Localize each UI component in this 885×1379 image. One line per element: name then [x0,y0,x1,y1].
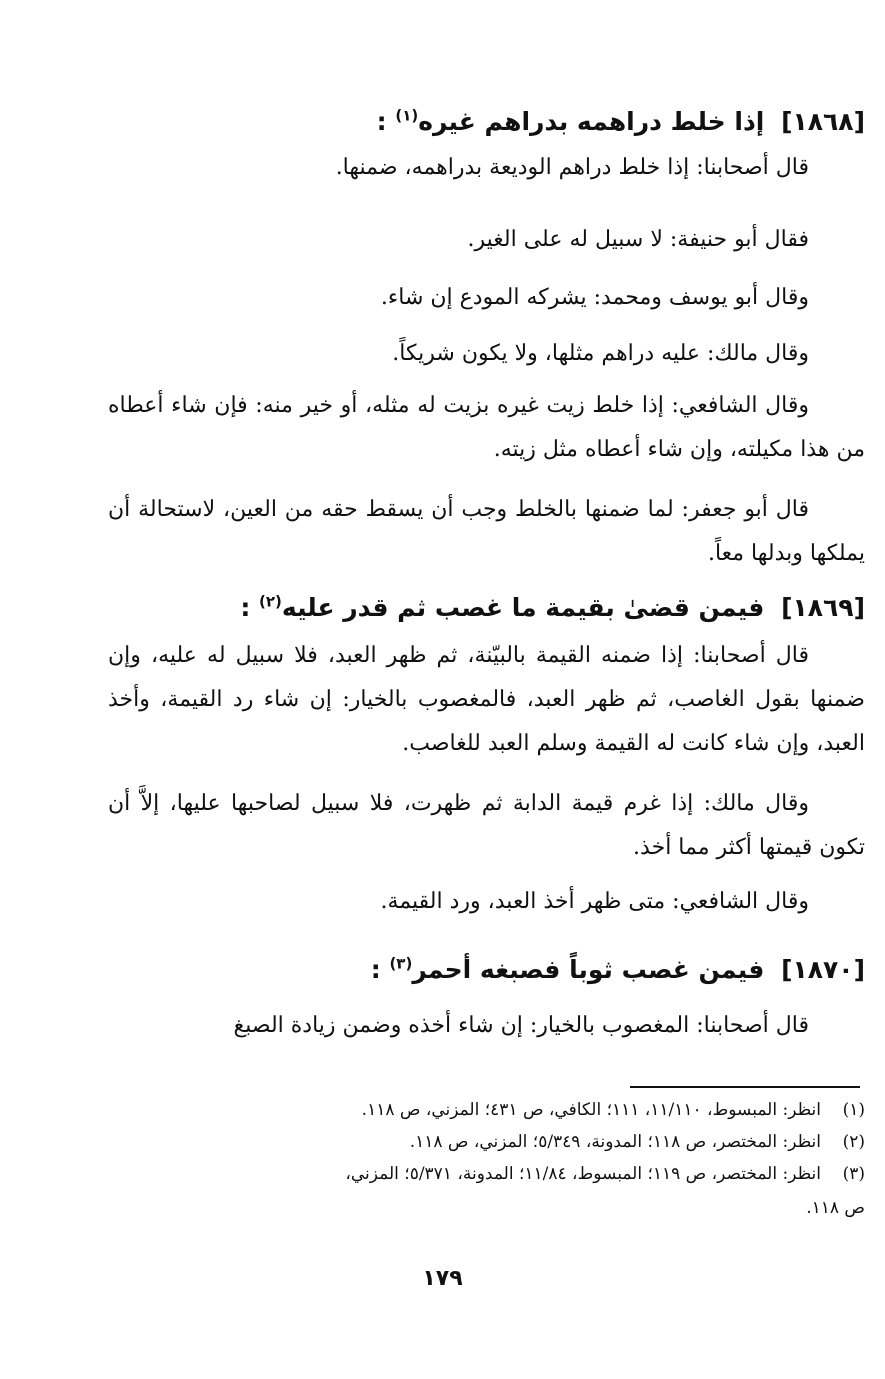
paragraph: فقال أبو حنيفة: لا سبيل له على الغير. [467,227,809,252]
paragraph: قال أصحابنا: المغصوب بالخيار: إن شاء أخذه وضمن زيادة الصبغ [233,1013,809,1038]
footnote-2 [108,1126,865,1158]
footnote-marker: (٢) [259,592,282,611]
footnote-text: انظر: المختصر، ص ١١٩؛ المبسوط، ١١/٨٤؛ المدونة، ٥/٣٧١؛ المزني، [345,1164,821,1184]
paragraph: قال أصحابنا: إذا خلط دراهم الوديعة بدراهمه، ضمنها. [335,155,809,180]
footnote-separator [630,1086,860,1088]
paragraph: وقال الشافعي: متى ظهر أخذ العبد، ورد القيمة. [380,889,809,914]
footnote-number: (٢) [842,1132,865,1152]
paragraph: قال أبو جعفر: لما ضمنها بالخلط وجب أن يسقط حقه من العين، لاستحالة أن يملكها وبدلها معاً. [108,497,865,566]
footnote-number: (١) [842,1100,865,1120]
footnote-marker: (١) [395,106,419,125]
footnote-3 [108,1158,865,1190]
paragraph: قال أصحابنا: إذا ضمنه القيمة بالبيّنة، ثم ظهر العبد، فلا سبيل له عليه، وإن ضمنها بقول الغاصب، ثم ظهر العبد، فالمغصوب بالخيار: إن شاء رد القيمة، وأخذ العبد، وإن شاء كانت له القيمة وسلم العبد للغاصب. [108,643,865,756]
paragraph: وقال مالك: عليه دراهم مثلها، ولا يكون شريكاً. [392,341,809,366]
footnote-marker: (٣) [389,954,413,973]
section-number: [١٨٦٩] [781,593,865,622]
section-title: فيمن غصب ثوباً فصبغه أحمر [412,955,765,984]
footnote-number: (٣) [842,1164,865,1184]
footnote-1 [108,1094,865,1126]
footnote-text: انظر: المبسوط، ١١/١١٠، ١١١؛ الكافي، ص ٤٣١؛ المزني، ص ١١٨. [361,1100,821,1120]
section-number: [١٨٧٠] [781,955,865,984]
page-number: ١٧٩ [422,1266,463,1291]
paragraph: وقال الشافعي: إذا خلط زيت غيره بزيت له مثله، أو خير منه: فإن شاء أعطاه من هذا مكيلته، وإن شاء أعطاه مثل زيته. [108,393,865,462]
footnote-text: ص ١١٨. [806,1198,865,1218]
section-number: [١٨٦٨] [781,107,865,136]
heading-colon: : [240,593,251,622]
section-title: فيمن قضىٰ بقيمة ما غصب ثم قدر عليه [281,593,765,622]
footnote-text: انظر: المختصر، ص ١١٨؛ المدونة، ٥/٣٤٩؛ المزني، ص ١١٨. [409,1132,821,1152]
heading-colon: : [376,107,387,136]
paragraph: وقال أبو يوسف ومحمد: يشركه المودع إن شاء. [380,285,809,310]
paragraph: وقال مالك: إذا غرم قيمة الدابة ثم ظهرت، فلا سبيل لصاحبها عليها، إلاَّ أن تكون قيمتها أكثر مما أخذ. [108,791,865,860]
heading-colon: : [370,955,381,984]
section-heading-1870 [108,950,865,990]
section-title: إذا خلط دراهمه بدراهم غيره [418,107,765,136]
footnote-3-continuation [108,1192,885,1224]
section-heading-1868 [108,102,865,142]
section-heading-1869 [108,588,865,628]
